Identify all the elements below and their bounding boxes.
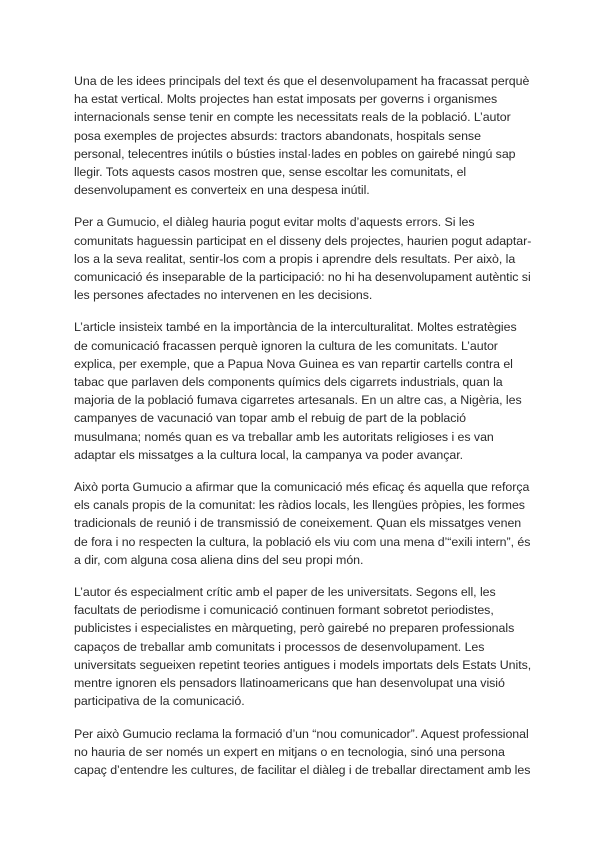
- paragraph-1: Una de les idees principals del text és que el desenvolupament ha fracassat perquè ha estat vertical. Molts projectes han estat imposats per governs i organismes internacionals sense tenir en compte les necessitats reals de la població. L’autor posa exemples de projectes absurds: tractors abandonats, hospitals sense personal, telecentres inútils o bústies instal·lades en pobles on gairebé ningú sap llegir. Tots aquests casos mostren que, sense escoltar les comunitats, el desenvolupament es converteix en una despesa inútil.: [74, 74, 530, 198]
- paragraph-6: Per això Gumucio reclama la formació d’un “nou comunicador”. Aquest professional no hauria de ser només un expert en mitjans o en tecnologia, sinó una persona capaç d’entendre les cultures, de facilitar el diàleg i de treballar directament amb les: [74, 726, 531, 777]
- paragraph-3: L’article insisteix també en la importància de la interculturalitat. Moltes estratègies de comunicació fracassen perquè ignoren la cultura de les comunitats. L’autor explica, per exemple, que a Papua Nova Guinea es van repartir cartells contra el tabac que parlaven dels components químics dels cigarrets industrials, quan la majoria de la població fumava cigarretes artesanals. En un altre cas, a Nigèria, les campanyes de vacunació van topar amb el rebuig de part de la població musulmana; només quan es va treballar amb les autoritats religioses i es van adaptar els missatges a la cultura local, la campanya va poder avançar.: [74, 320, 522, 462]
- paragraph-2: Per a Gumucio, el diàleg hauria pogut evitar molts d’aquests errors. Si les comunitats haguessin participat en el disseny dels projectes, haurien pogut adaptar-los a la seva realitat, sentir-los com a propis i aprendre dels resultats. Per això, la comunicació és inseparable de la participació: no hi ha desenvolupament autèntic si les persones afectades no intervenen en les decisions.: [74, 215, 532, 303]
- body-text: [74, 72, 532, 793]
- paragraph-5: L’autor és especialment crític amb el paper de les universitats. Segons ell, les facultats de periodisme i comunicació continuen formant sobretot periodistes, publicistes i especialistes en màrqueting, però gairebé no preparen professionals capaços de treballar amb comunitats i processos de desenvolupament. Les universitats segueixen repetint teories antigues i models importats dels Estats Units, mentre ignoren els pensadors llatinoamericans que han desenvolupat una visió participativa de la comunicació.: [74, 585, 532, 709]
- paragraph-4: Això porta Gumucio a afirmar que la comunicació més eficaç és aquella que reforça els canals propis de la comunitat: les ràdios locals, les llengües pròpies, les formes tradicionals de reunió i de transmissió de coneixement. Quan els missatges venen de fora i no respecten la cultura, la població els viu com una mena d’“exili intern”, és a dir, com alguna cosa aliena dins del seu propi món.: [74, 480, 531, 567]
